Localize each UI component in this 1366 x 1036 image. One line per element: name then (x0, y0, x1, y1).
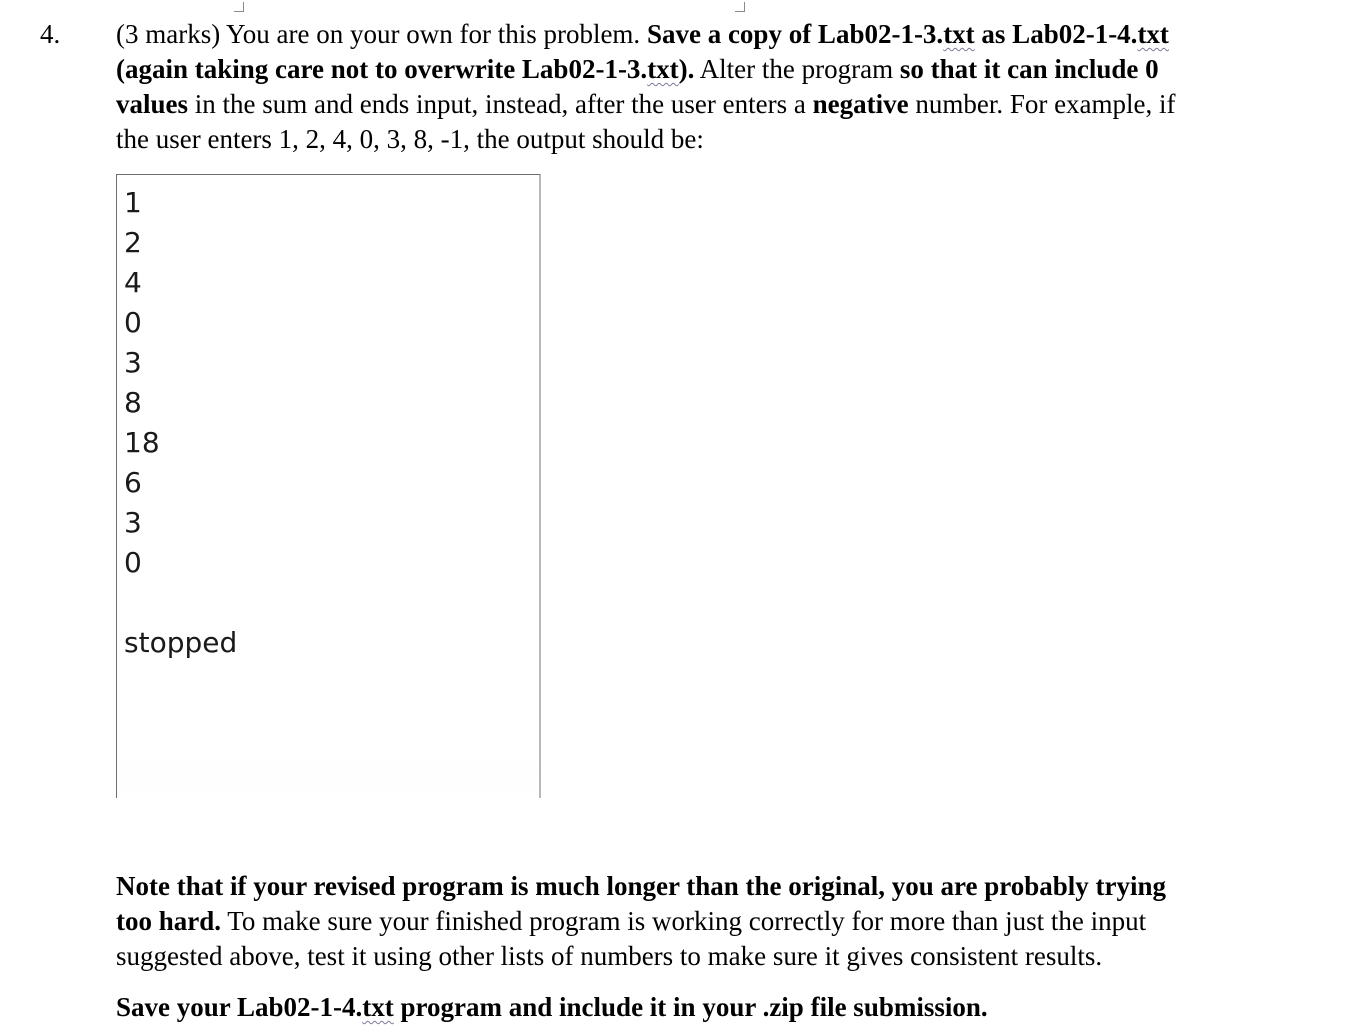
text-run: Note that if your revised program is much longer than the original, you are probably trying (116, 871, 1167, 901)
note-text-line (116, 869, 1326, 904)
text-run: as Lab02-1-4. (974, 19, 1138, 49)
spellcheck-flagged-text: txt (362, 992, 394, 1022)
spellcheck-flagged-text: txt (1137, 19, 1169, 49)
console-output-line: 18 (124, 426, 160, 459)
text-run: negative (812, 89, 909, 119)
console-bottom-fade (117, 758, 539, 798)
question-text-line (116, 122, 1326, 157)
console-output-line: 4 (124, 266, 142, 299)
text-run: suggested above, test it using other lists of numbers to make sure it gives consistent results. (116, 941, 1103, 971)
note-text-line (116, 939, 1326, 974)
text-run: (again taking care not to overwrite Lab02-1-3. (116, 54, 648, 84)
question-text-line (116, 52, 1326, 87)
text-run: Save a copy of Lab02-1-3. (646, 19, 944, 49)
console-output-line: 3 (124, 346, 142, 379)
text-run: values (116, 89, 189, 119)
save-text-line (116, 990, 1326, 1025)
text-run: (3 marks) You are on your own for this problem. (116, 19, 647, 49)
text-run: program and include it in your .zip file submission. (393, 992, 988, 1022)
console-output-line: 1 (124, 186, 142, 219)
question-number: 4. (40, 19, 61, 49)
console-output-box (116, 174, 541, 798)
text-run: in the sum and ends input, instead, after the user enters a (188, 89, 813, 119)
console-output-line: 8 (124, 386, 142, 419)
console-output-line: 3 (124, 506, 142, 539)
console-output-line: 0 (124, 546, 142, 579)
console-output-line: 2 (124, 226, 142, 259)
text-run: Save your Lab02-1-4. (116, 992, 363, 1022)
text-run: To make sure your finished program is working correctly for more than just the input (221, 906, 1147, 936)
text-run: Alter the program (694, 54, 900, 84)
console-output-line: stopped (124, 626, 238, 659)
spellcheck-flagged-text: txt (647, 54, 679, 84)
question-text-line (116, 87, 1326, 122)
question-intro-paragraph (116, 17, 1326, 157)
text-run: so that it can include 0 (899, 54, 1159, 84)
console-output-line: 0 (124, 306, 142, 339)
save-instruction-paragraph (116, 990, 1326, 1025)
text-boundary-mark-left (234, 2, 244, 12)
text-run: too hard. (116, 906, 222, 936)
text-run: ). (678, 54, 695, 84)
note-paragraph (116, 869, 1326, 974)
spellcheck-flagged-text: txt (943, 19, 975, 49)
text-boundary-mark-right (735, 2, 745, 12)
text-run: number. For example, if (908, 89, 1176, 119)
question-text-line (116, 17, 1326, 52)
note-text-line (116, 904, 1326, 939)
console-output-line: 6 (124, 466, 142, 499)
text-run: the user enters 1, 2, 4, 0, 3, 8, -1, the output should be: (116, 124, 704, 154)
